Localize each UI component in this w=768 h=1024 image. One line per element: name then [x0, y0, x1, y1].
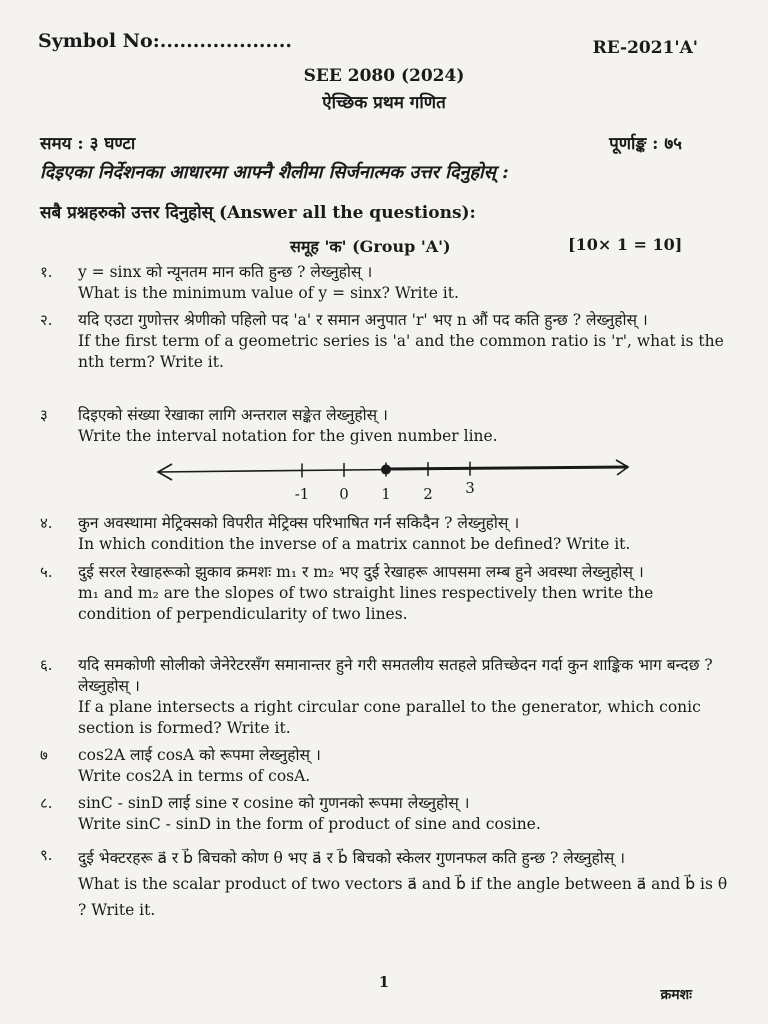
page-number: 1 [378, 973, 390, 991]
question-nepali: यदि समकोणी सोलीको जेनेरेटरसँग समानान्तर हुने गरी समतलीय सतहले प्रतिच्छेदन गर्दा कुन शाङ्किक भाग बन्दछ ? लेख्नुहोस् । [78, 656, 713, 695]
question-english: In which condition the inverse of a matrix cannot be defined? Write it. [78, 535, 631, 553]
question-nepali: दिइएको संख्या रेखाका लागि अन्तराल सङ्केत लेख्नुहोस् । [78, 406, 388, 424]
question-number: ६. [40, 656, 53, 674]
number-line-label: 3 [465, 479, 475, 497]
number-line-label: 2 [423, 485, 433, 503]
number-line [150, 455, 640, 505]
paper-code: RE-2021'A' [592, 38, 698, 58]
question-english: m₁ and m₂ are the slopes of two straight lines respectively then write the condition of perpendicularity of two lines. [78, 584, 654, 623]
number-line-label: 1 [381, 485, 391, 503]
question-nepali: दुई सरल रेखाहरूको झुकाव क्रमशः m₁ र m₂ भए दुई रेखाहरू आपसमा लम्ब हुने अवस्था लेख्नुहोस् । [78, 563, 644, 581]
continued-label: क्रमशः [660, 987, 692, 1003]
subject-title: ऐच्छिक प्रथम गणित [322, 93, 446, 113]
question-english: Write sinC - sinD in the form of product of sine and cosine. [78, 815, 541, 833]
question-nepali: दुई भेक्टरहरू a⃗ र b⃗ बिचको कोण θ भए a⃗ र b⃗ बिचको स्केलर गुणनफल कति हुन्छ ? लेख्नुहोस् । [78, 849, 626, 867]
question-nepali: कुन अवस्थामा मेट्रिक्सको विपरीत मेट्रिक्स परिभाषित गर्न सकिदैन ? लेख्नुहोस् । [78, 514, 520, 532]
question-nepali: यदि एउटा गुणोत्तर श्रेणीको पहिलो पद 'a' र समान अनुपात 'r' भए n औं पद कति हुन्छ ? लेख्नुहोस् । [78, 311, 648, 329]
question-english: What is the scalar product of two vectors a⃗ and b⃗ if the angle between a⃗ and b⃗ is θ ? Write it. [78, 875, 728, 919]
number-line-label: 0 [339, 485, 349, 503]
question-english: If the first term of a geometric series is 'a' and the common ratio is 'r', what is the nth term? Write it. [78, 332, 724, 371]
symbol-number: Symbol No:.................... [38, 30, 293, 52]
exam-title: SEE 2080 (2024) [303, 66, 465, 86]
question-nepali: sinC - sinD लाई sine र cosine को गुणनको रूपमा लेख्नुहोस् । [78, 794, 470, 812]
question-nepali: cos2A लाई cosA को रूपमा लेख्नुहोस् । [78, 746, 321, 764]
question-number: ५. [40, 563, 53, 581]
group-marks: [10× 1 = 10] [568, 235, 683, 254]
question-english: Write cos2A in terms of cosA. [78, 767, 311, 785]
question-english: What is the minimum value of y = sinx? Write it. [78, 284, 459, 302]
answer-all-note: सबै प्रश्नहरुको उत्तर दिनुहोस् (Answer all the questions): [40, 203, 476, 223]
closed-point-marker [381, 465, 391, 475]
full-marks: पूर्णाङ्क : ७५ [609, 134, 682, 154]
time-allowed: समय : ३ घण्टा [40, 134, 136, 154]
shaded-ray [386, 467, 628, 469]
question-number: ४. [40, 514, 53, 532]
question-number: २. [40, 311, 53, 329]
question-number: ८. [40, 794, 53, 812]
number-line-label: -1 [294, 485, 310, 503]
question-english: Write the interval notation for the given number line. [78, 427, 498, 445]
instruction: दिइएका निर्देशनका आधारमा आफ्नै शैलीमा सिर्जनात्मक उत्तर दिनुहोस् : [40, 162, 509, 183]
question-number: ९. [40, 846, 53, 864]
question-number: ३ [40, 406, 48, 424]
question-number: ७ [40, 746, 48, 764]
question-nepali: y = sinx को न्यूनतम मान कति हुन्छ ? लेख्नुहोस् । [78, 263, 373, 281]
question-english: If a plane intersects a right circular cone parallel to the generator, which conic section is formed? Write it. [78, 698, 701, 737]
group-heading: समूह 'क' (Group 'A') [290, 237, 451, 256]
question-number: १. [40, 263, 53, 281]
